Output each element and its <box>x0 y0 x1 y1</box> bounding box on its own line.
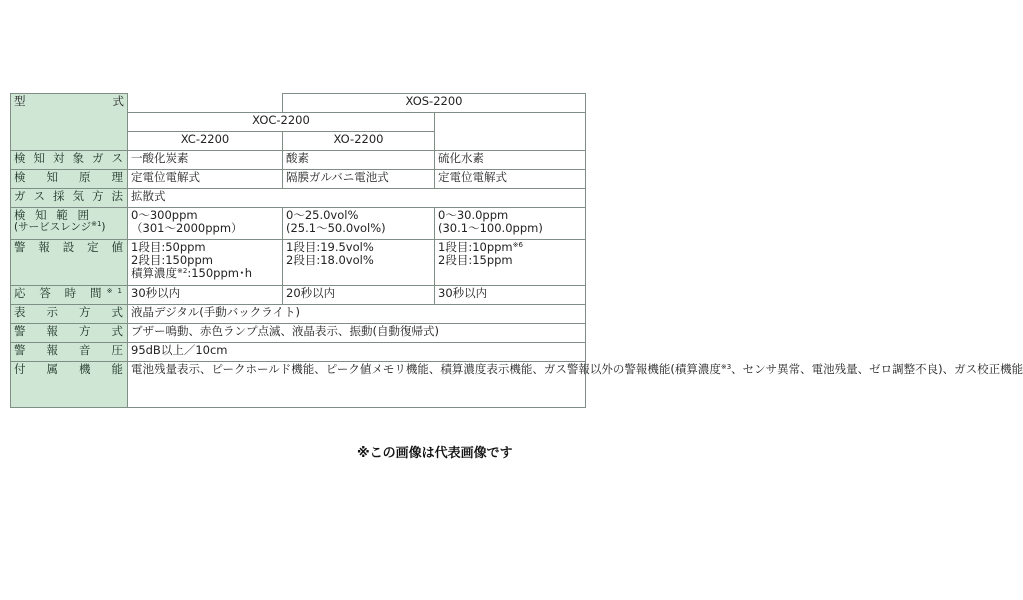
response-xo: 20秒以内 <box>283 286 435 305</box>
principle-xc: 定電位電解式 <box>128 170 283 189</box>
label-range-line1 <box>14 209 124 221</box>
range-xc <box>128 208 283 240</box>
alarm-xo <box>283 240 435 286</box>
label-sound-pressure: 警 報 音 圧 <box>11 343 128 362</box>
label-sampling: ガス採気方法 <box>11 189 128 208</box>
label-response <box>11 286 128 305</box>
header-xos-span <box>435 113 586 151</box>
label-range-text: 検 知 範 囲 <box>14 208 92 222</box>
alarm-xc-3-label: 積算濃度 <box>131 266 177 280</box>
row-sound-pressure <box>11 343 586 362</box>
label-gas: 検知対象ガス <box>11 151 128 170</box>
functions-text-1: 電池残量表示、ピークホールド機能、ピーク値メモリ機能、積算濃度表示機能、ガス警報以外の警報機能(積算濃度 <box>131 362 721 376</box>
range-xc-1: 0～300ppm <box>131 208 198 222</box>
alarm-xc-1: 1段目:50ppm <box>131 240 206 254</box>
alarm-xo-2: 2段目:18.0vol% <box>286 253 374 267</box>
alarm-xc-2: 2段目:150ppm <box>131 253 213 267</box>
representative-image-note: ※この画像は代表画像です <box>357 446 513 461</box>
header-xo: XO-2200 <box>283 132 435 151</box>
alarm-xs-2: 2段目:15ppm <box>438 253 513 267</box>
display-value: 液晶デジタル(手動バックライト) <box>128 305 586 324</box>
alarm-xc-3-sup: ※2 <box>177 267 188 275</box>
row-range <box>11 208 586 240</box>
range-xs-1: 0～30.0ppm <box>438 208 509 222</box>
alarm-xs <box>435 240 586 286</box>
functions-value <box>128 362 1023 408</box>
range-xo <box>283 208 435 240</box>
label-alarm-set: 警報設定値 <box>11 240 128 286</box>
functions-sup: ※3 <box>720 363 732 371</box>
header-xos: XOS-2200 <box>283 94 586 113</box>
header-xc: XC-2200 <box>128 132 283 151</box>
alarm-xo-1: 1段目:19.5vol% <box>286 240 374 254</box>
response-xs: 30秒以内 <box>435 286 586 305</box>
row-principle <box>11 170 586 189</box>
label-principle: 検 知 原 理 <box>11 170 128 189</box>
row-functions <box>11 362 586 408</box>
gas-xs: 硫化水素 <box>435 151 586 170</box>
label-response-text: 応 答 時 間 <box>14 286 107 300</box>
label-range <box>11 208 128 240</box>
label-range-close: ) <box>101 221 106 233</box>
alarm-xc-3 <box>131 267 279 280</box>
row-gas <box>11 151 586 170</box>
range-xs-2: (30.1～100.0ppm) <box>438 221 543 235</box>
label-functions: 付 属 機 能 <box>11 362 128 408</box>
gas-xo: 酸素 <box>283 151 435 170</box>
range-xs <box>435 208 586 240</box>
label-model <box>11 94 128 151</box>
row-alarm-method <box>11 324 586 343</box>
alarm-xs-1-value: 1段目:10ppm <box>438 240 513 254</box>
principle-xs: 定電位電解式 <box>435 170 586 189</box>
label-range-sup: ※1 <box>91 220 102 228</box>
header-blank <box>128 94 283 113</box>
sound-pressure-value: 95dB以上／10cm <box>128 343 586 362</box>
functions-text-2: 、センサ異常、電池残量、ゼロ調整不良)、ガス校正機能 <box>731 362 1023 376</box>
label-model-left: 型 <box>14 94 26 108</box>
label-response-sup: ※1 <box>106 287 125 295</box>
label-range-service: (サービスレンジ <box>14 221 92 233</box>
label-model-right: 式 <box>112 94 124 108</box>
alarm-xc-3-value: :150ppm･h <box>187 266 252 280</box>
response-xc: 30秒以内 <box>128 286 283 305</box>
model-row-xos <box>11 94 586 113</box>
alarm-xc <box>128 240 283 286</box>
row-sampling <box>11 189 586 208</box>
label-range-line2 <box>14 221 124 233</box>
row-response <box>11 286 586 305</box>
range-xo-2: (25.1～50.0vol%) <box>286 221 386 235</box>
range-xc-2: （301～2000ppm） <box>131 221 243 235</box>
sampling-value: 拡散式 <box>128 189 586 208</box>
alarm-xs-1-sup: ※6 <box>512 241 523 249</box>
label-display: 表 示 方 式 <box>11 305 128 324</box>
row-alarm-set <box>11 240 586 286</box>
row-display <box>11 305 586 324</box>
alarm-method-value: ブザー鳴動、赤色ランプ点滅、液晶表示、振動(自動復帰式) <box>128 324 586 343</box>
label-alarm-method: 警 報 方 式 <box>11 324 128 343</box>
range-xo-1: 0～25.0vol% <box>286 208 359 222</box>
spec-table <box>10 93 1023 408</box>
gas-xc: 一酸化炭素 <box>128 151 283 170</box>
principle-xo: 隔膜ガルバニ電池式 <box>283 170 435 189</box>
header-xoc: XOC-2200 <box>128 113 435 132</box>
